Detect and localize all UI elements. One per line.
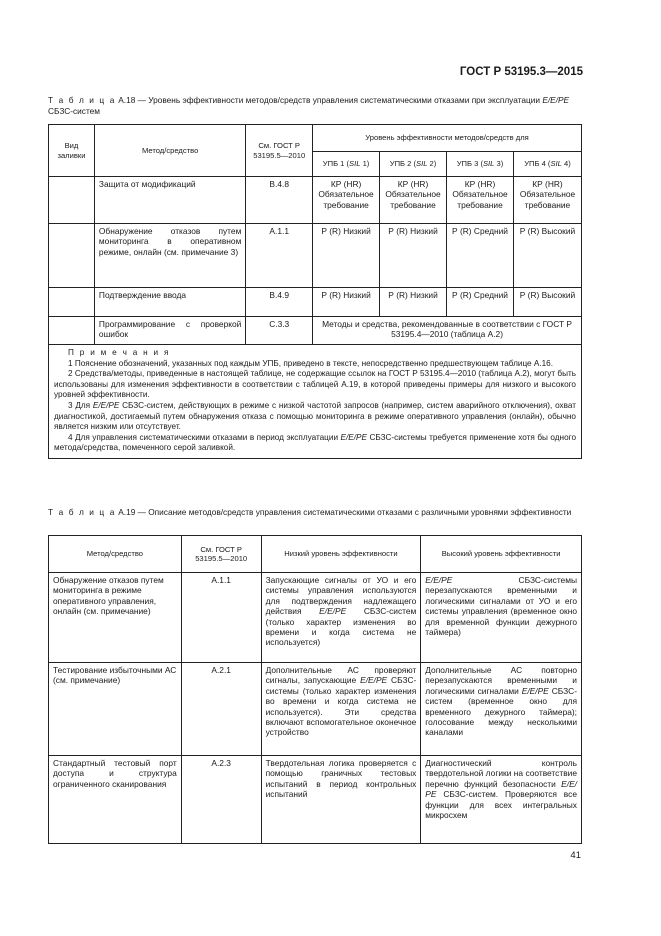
table-row (49, 224, 582, 288)
method-cell: Программирование с проверкой ошибок (94, 317, 245, 345)
low-cell: Твердотельная логика проверяется с помощью граничных тестовых испытаний в период контрольных испытаний (261, 756, 421, 844)
level-cell: Р (R) Низкий (313, 288, 380, 317)
table-row (49, 573, 582, 663)
table-row (49, 288, 582, 317)
col-reference: См. ГОСТ Р 53195.5—2010 (246, 125, 313, 177)
note-1: 1 Пояснение обозначений, указанных под каждым УПБ, приведено в тексте, непосредственно предшествующем таблице А.16. (68, 358, 553, 368)
table-a19-caption (48, 507, 582, 518)
fill-cell (49, 224, 95, 288)
table-row (49, 177, 582, 224)
low-cell: Дополнительные АС проверяют сигналы, запускающие Е/Е/РЕ СБЗС-системы (только характер изменения во времени и когда система не используется). Эти средства включают вспомогательное оконечное устройство (261, 663, 421, 756)
caption-text: — Описание методов/средств управления систематическими отказами с различными уровнями эффективности (137, 507, 572, 517)
method-cell: Обнаружение отказов путем мониторинга в оперативном режиме, онлайн (см. примечание 3) (94, 224, 245, 288)
col-method: Метод/средство (49, 536, 182, 573)
caption-prefix: Т а б л и ц а (48, 507, 116, 517)
high-cell: Дополнительные АС повторно перезапускаются временными и логическими сигналами Е/Е/РЕ СБЗС-систем (временное окно для временного дежурного таймера); голосование между несколькими каналами (421, 663, 582, 756)
table-a18 (48, 124, 582, 459)
table-row (49, 756, 582, 844)
col-upb-4: УПБ 4 (SIL 4) (513, 152, 581, 177)
caption-number: А.18 (118, 95, 136, 105)
method-cell: Тестирование избыточными АС (см. примечание) (49, 663, 182, 756)
table-a18-caption (48, 95, 582, 117)
table-a19 (48, 535, 582, 844)
notes-row (49, 345, 582, 459)
level-cell: Р (R) Средний (447, 288, 514, 317)
level-cell: Р (R) Низкий (313, 224, 380, 288)
ref-cell: В.4.9 (246, 288, 313, 317)
col-upb-2: УПБ 2 (SIL 2) (380, 152, 447, 177)
level-cell: Р (R) Низкий (380, 224, 447, 288)
col-upb-1: УПБ 1 (SIL 1) (313, 152, 380, 177)
caption-italic: Е/Е/РЕ (542, 95, 570, 105)
ref-cell: А.1.1 (246, 224, 313, 288)
note-2: 2 Средства/методы, приведенные в настоящей таблице, не содержащие ссылок на ГОСТ Р 53195.4—2010 (таблица А.2), могут быть использованы для изменения эффективности в соответствии с таблицей А.19, в которой приведены примеры для низкого и высокого уровней эффективности. (54, 369, 576, 400)
merged-level-cell: Методы и средства, рекомендованные в соответствии с ГОСТ Р 53195.4—2010 (таблица А.2) (313, 317, 582, 345)
col-effectiveness-level: Уровень эффективности методов/средств для (313, 125, 582, 152)
col-low-level: Низкий уровень эффективности (261, 536, 421, 573)
col-upb-3: УПБ 3 (SIL 3) (447, 152, 514, 177)
notes-title: П р и м е ч а н и я (68, 348, 171, 357)
table-row (49, 663, 582, 756)
col-reference: См. ГОСТ Р 53195.5—2010 (181, 536, 261, 573)
high-cell: Диагностический контроль твердотельной логики на соответствие перечню функций безопасности Е/Е/РЕ СБЗС-систем. Проверяются все функции для всех интегральных микросхем (421, 756, 582, 844)
method-cell: Защита от модификаций (94, 177, 245, 224)
level-cell: Р (R) Средний (447, 224, 514, 288)
note-4: 4 Для управления систематическими отказами в период эксплуатации Е/Е/РЕ СБЗС-системы требуется применение хотя бы одного метода/средства, помеченного серой заливкой. (54, 432, 576, 453)
caption-number: А.19 (118, 507, 136, 517)
fill-cell (49, 317, 95, 345)
col-method: Метод/средство (94, 125, 245, 177)
notes-cell (49, 345, 582, 459)
page-number: 41 (570, 850, 581, 861)
standard-header: ГОСТ Р 53195.3—2015 (459, 66, 583, 78)
level-cell: Р (R) Высокий (513, 288, 581, 317)
level-cell: КР (HR) Обязательное требование (313, 177, 380, 224)
high-cell: Е/Е/РЕ СБЗС-системы перезапускаются временными и логическими сигналами от УО и его системы управления (временное окно для временной функции дежурного таймера) (421, 573, 582, 663)
level-cell: КР (HR) Обязательное требование (447, 177, 514, 224)
ref-cell: А.1.1 (181, 573, 261, 663)
ref-cell: С.3.3 (246, 317, 313, 345)
ref-cell: B.4.8 (246, 177, 313, 224)
fill-cell (49, 177, 95, 224)
level-cell: КР (HR) Обязательное требование (380, 177, 447, 224)
caption-text-2: СБЗС-систем (48, 106, 100, 116)
fill-cell (49, 288, 95, 317)
ref-cell: А.2.1 (181, 663, 261, 756)
table-row (49, 317, 582, 345)
method-cell: Стандартный тестовый порт доступа и структура ограниченного сканирования (49, 756, 182, 844)
method-cell: Подтверждение ввода (94, 288, 245, 317)
col-fill-type: Вид заливки (49, 125, 95, 177)
method-cell: Обнаружение отказов путем мониторинга в режиме оперативного управления, онлайн (см. примечание) (49, 573, 182, 663)
caption-prefix: Т а б л и ц а (48, 95, 116, 105)
col-high-level: Высокий уровень эффективности (421, 536, 582, 573)
level-cell: КР (HR) Обязательное требование (513, 177, 581, 224)
note-3: 3 Для Е/Е/РЕ СБЗС-систем, действующих в режиме с низкой частотой запросов (например, систем аварийного отключения), охват диагностикой, достигаемый путем обнаружения отказа с помощью мониторинга в режиме оперативного управления (онлайн), обычно является низким или отсутствует. (54, 400, 576, 432)
caption-text: — Уровень эффективности методов/средств управления систематическими отказами при эксплуатации (137, 95, 541, 105)
level-cell: Р (R) Высокий (513, 224, 581, 288)
ref-cell: А.2.3 (181, 756, 261, 844)
level-cell: Р (R) Низкий (380, 288, 447, 317)
low-cell: Запускающие сигналы от УО и его системы управления используются для подтверждения надлежащего действия Е/Е/РЕ СБЗС-систем (только характер изменения во времени и когда система не используется) (261, 573, 421, 663)
